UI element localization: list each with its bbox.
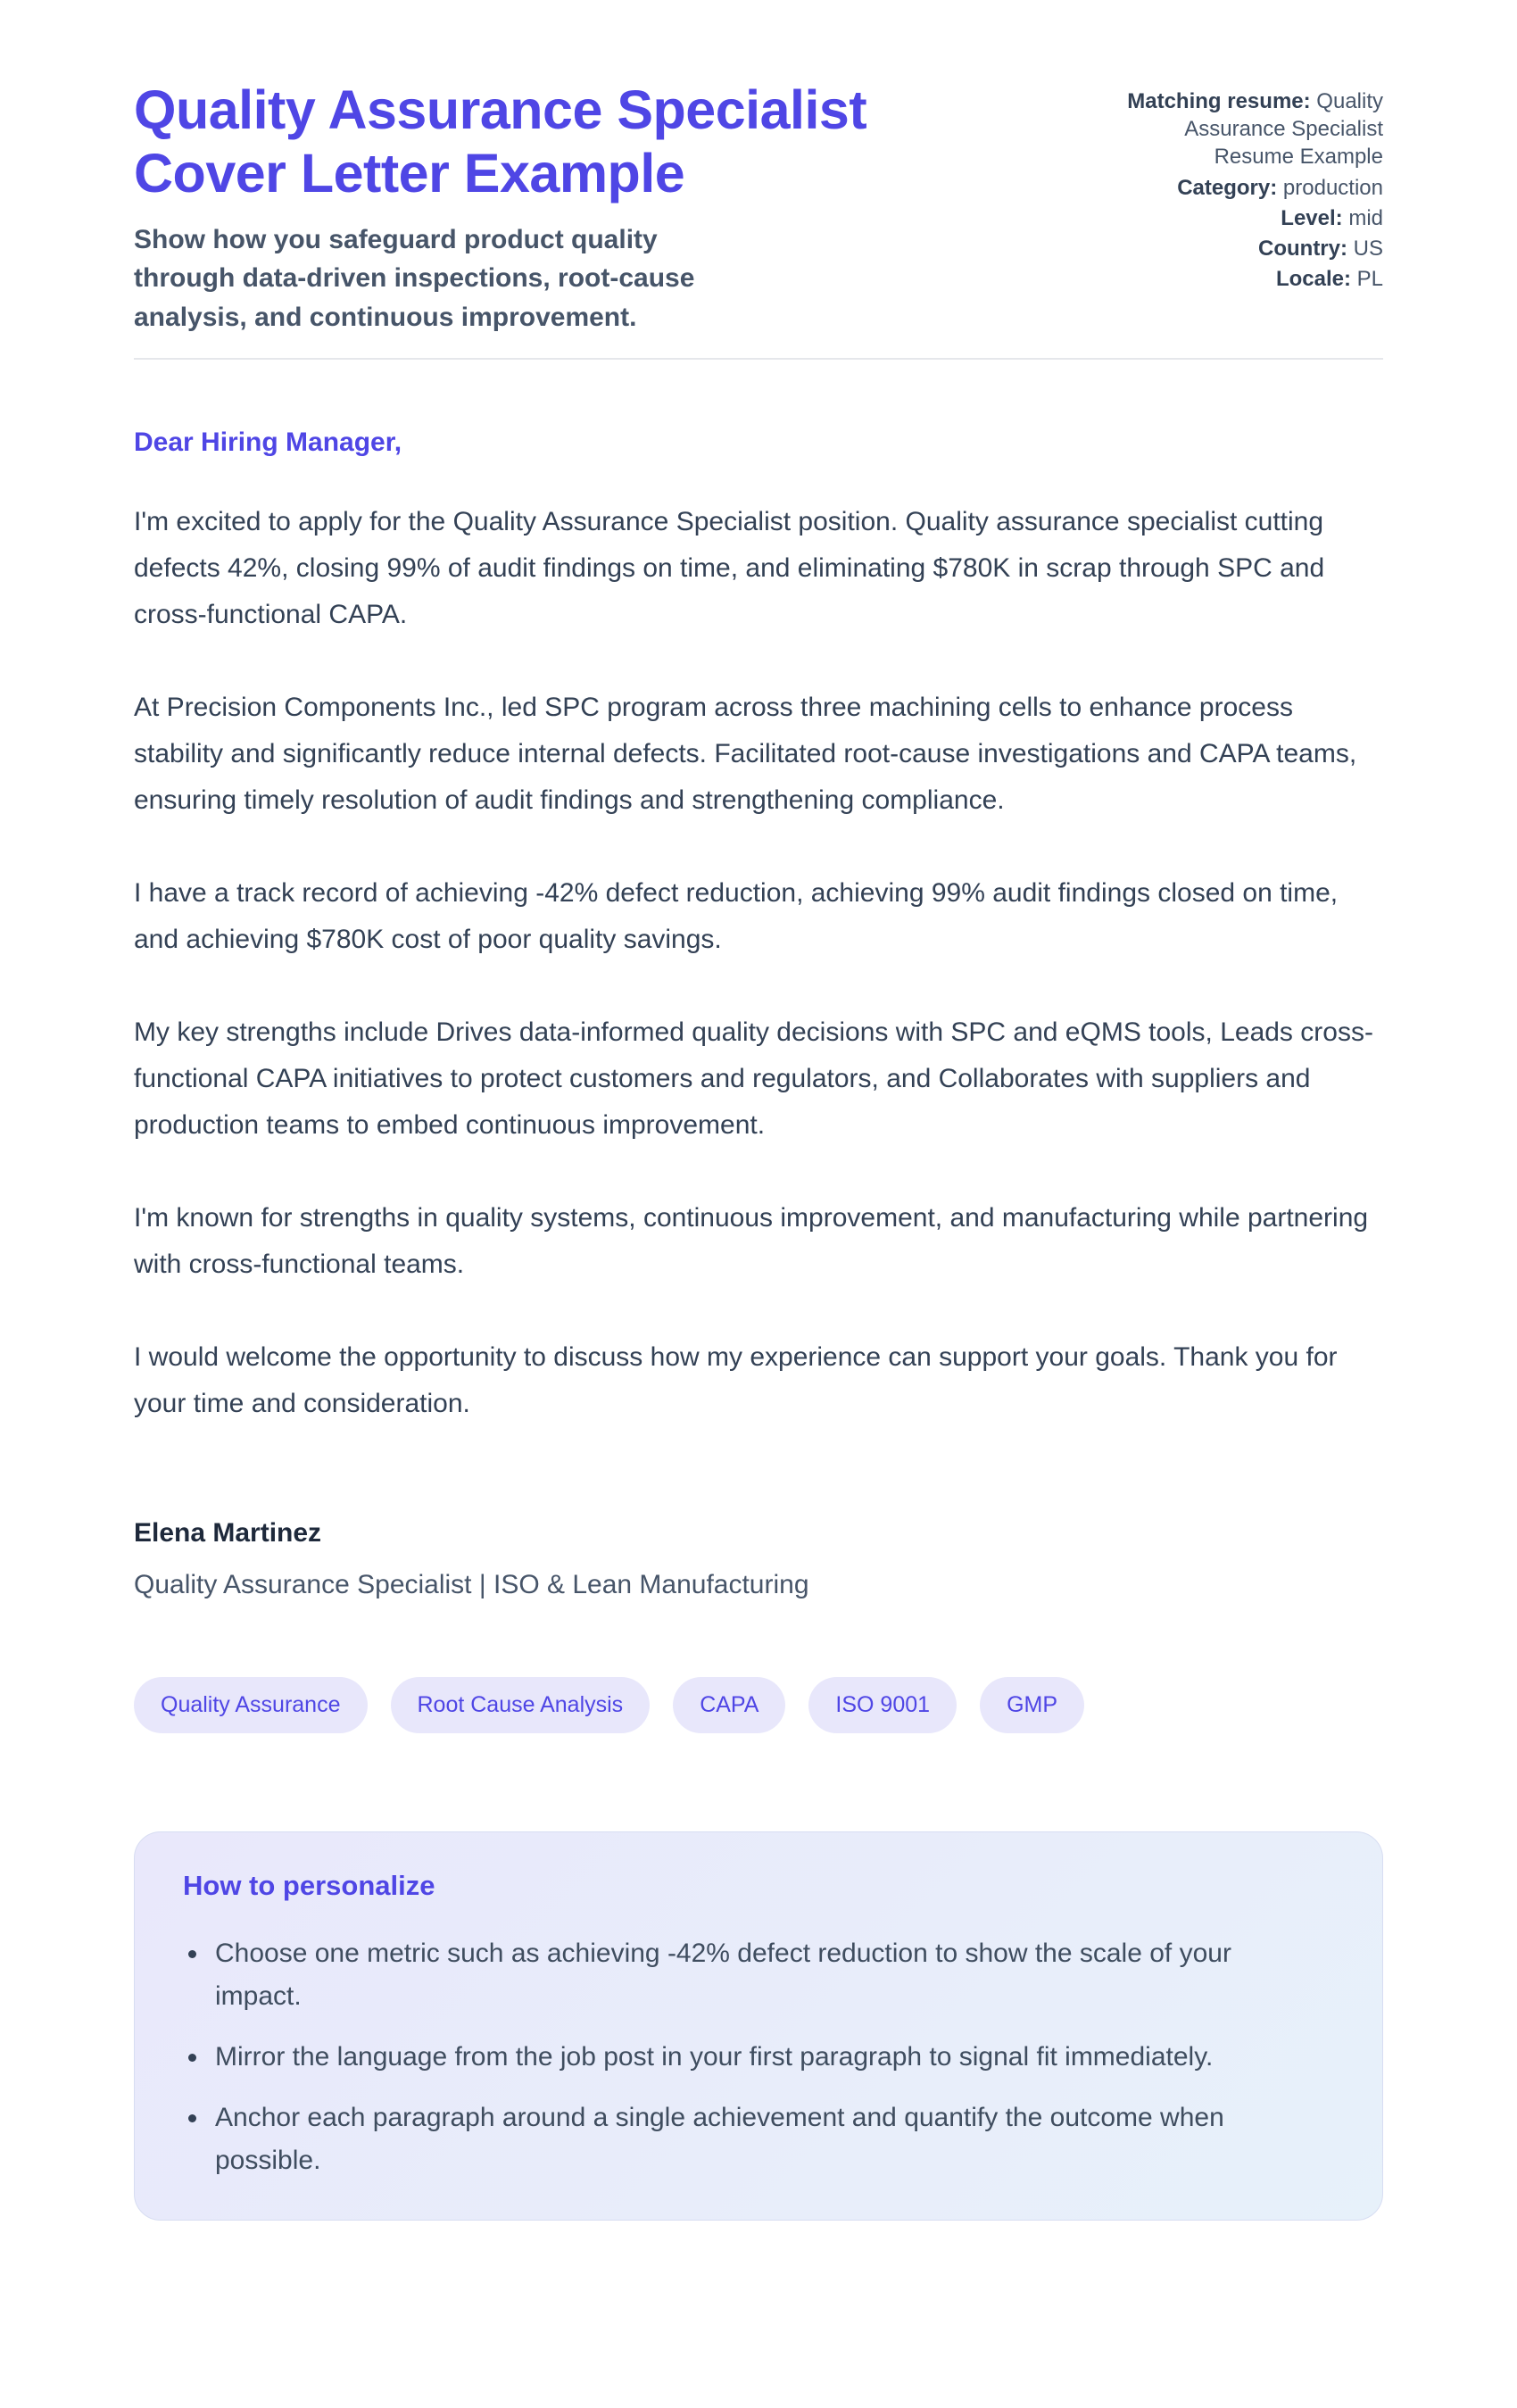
salutation: Dear Hiring Manager,: [134, 428, 402, 458]
meta-label: Matching resume:: [1127, 89, 1311, 113]
header-divider: [134, 358, 1383, 360]
tag-chip-quality-assurance: Quality Assurance: [134, 1677, 368, 1733]
letter-paragraph-4: My key strengths include Drives data-informed quality decisions with SPC and eQMS tools, Leads cross-functional CAPA initiatives to protect customers and regulators, and Collaborates with suppliers and production teams to embed continuous improvement.: [134, 1017, 1373, 1141]
personalize-box: [134, 1831, 1383, 2221]
tip-list: [183, 1932, 1334, 2182]
signature-role: Quality Assurance Specialist | ISO & Lean Manufacturing: [134, 1570, 809, 1600]
personalize-heading: How to personalize: [183, 1870, 435, 1902]
page: [134, 0, 1383, 2301]
letter-paragraph-2: At Precision Components Inc., led SPC program across three machining cells to enhance process stability and significantly reduce internal defects. Facilitated root-cause investigations and CAPA teams, ensuring timely resolution of audit findings and strengthening compliance.: [134, 693, 1357, 816]
meta-value: PL: [1356, 267, 1383, 292]
meta-value: Quality Assurance Specialist Resume Example: [1184, 89, 1383, 170]
meta-value: mid: [1348, 205, 1383, 230]
tag-chip-iso-9001: ISO 9001: [808, 1677, 957, 1733]
personalize-tip-3: Anchor each paragraph around a single achievement and quantify the outcome when possible.: [183, 2097, 1281, 2182]
tag-chip-root-cause-analysis: Root Cause Analysis: [391, 1677, 651, 1733]
personalize-tip-2: Mirror the language from the job post in your first paragraph to signal fit immediately.: [183, 2036, 1281, 2079]
signature: [134, 1518, 1383, 1600]
signature-name: Elena Martinez: [134, 1518, 322, 1549]
meta-label: Level:: [1281, 205, 1343, 230]
resume-meta: [1115, 79, 1383, 295]
tag-chip-capa: CAPA: [673, 1677, 785, 1733]
cover-letter: [134, 428, 1383, 1600]
tag-chip-gmp: GMP: [980, 1677, 1084, 1733]
letter-paragraph-1: I'm excited to apply for the Quality Assurance Specialist position. Quality assurance specialist cutting defects 42%, closing 99% of audit findings on time, and eliminating $780K in scrap through SPC and cross-functional CAPA.: [134, 507, 1325, 630]
meta-row-country: [1115, 235, 1383, 262]
meta-row-locale: [1115, 265, 1383, 293]
letter-paragraph-6: I would welcome the opportunity to discuss how my experience can support your goals. Thank you for your time and consideration.: [134, 1342, 1338, 1419]
personalize-tip-1: Choose one metric such as achieving -42% defect reduction to show the scale of your impact.: [183, 1932, 1281, 2018]
meta-row-level: [1115, 204, 1383, 232]
tag-list: [134, 1677, 1383, 1733]
header: [134, 79, 1383, 336]
meta-row-category: [1115, 174, 1383, 202]
header-title-block: [134, 79, 1026, 336]
meta-label: Category:: [1177, 175, 1278, 200]
letter-paragraph-5: I'm known for strengths in quality systems, continuous improvement, and manufacturing while partnering with cross-functional teams.: [134, 1203, 1369, 1280]
meta-value: US: [1353, 236, 1383, 261]
page-subtitle: Show how you safeguard product quality through data-driven inspections, root-cause analysis, and continuous improvement.: [134, 224, 695, 332]
page-title: Quality Assurance Specialist Cover Letter Example: [134, 79, 867, 204]
letter-paragraph-3: I have a track record of achieving -42% defect reduction, achieving 99% audit findings closed on time, and achieving $780K cost of poor quality savings.: [134, 878, 1339, 955]
meta-label: Locale:: [1275, 267, 1351, 292]
meta-row-matching-resume: [1115, 87, 1383, 171]
meta-label: Country:: [1258, 236, 1347, 261]
meta-value: production: [1282, 175, 1383, 200]
